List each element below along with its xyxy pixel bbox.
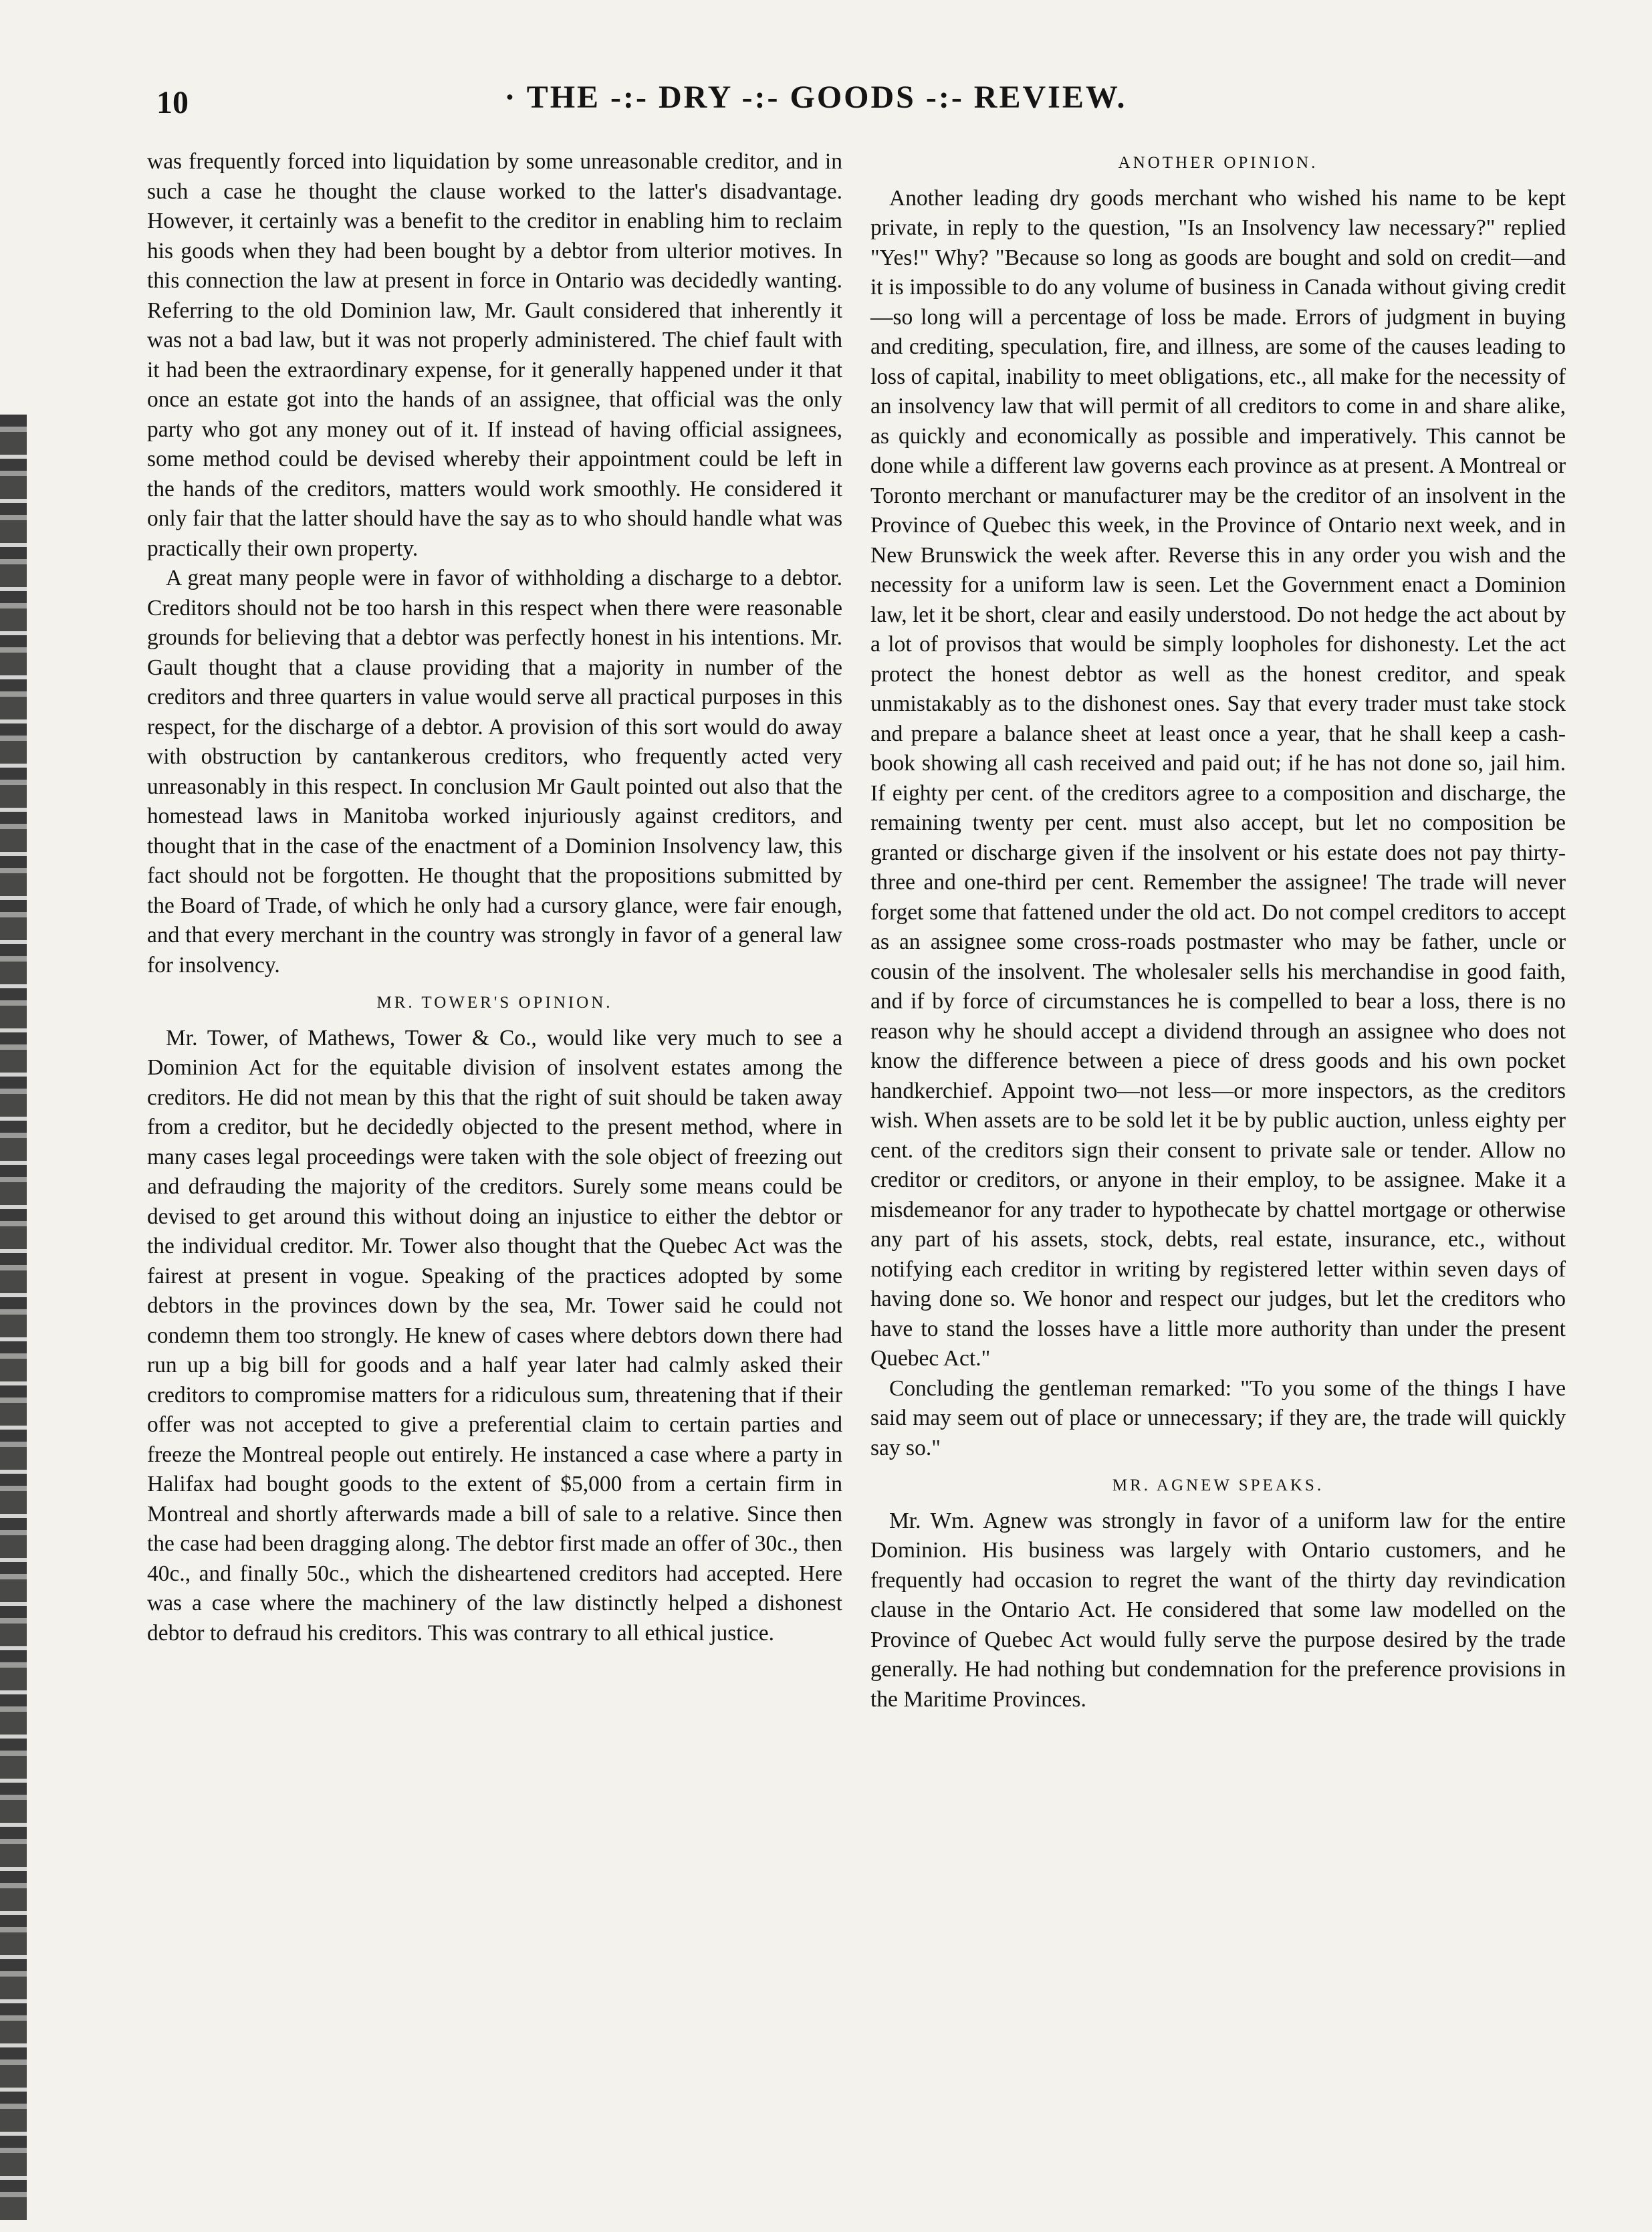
right-column — [870, 147, 1566, 1714]
page-number: 10 — [156, 85, 189, 120]
running-title: · THE -:- DRY -:- GOODS -:- REVIEW. — [504, 80, 1127, 115]
section-heading-agnew: MR. AGNEW SPEAKS. — [1112, 1476, 1324, 1494]
right-paragraph-concluding: Concluding the gentleman remarked: "To you some of the things I have said may seem out of place or unnecessary; if they are, the trade will quickly say so." — [870, 1375, 1566, 1460]
section-heading-another-opinion: ANOTHER OPINION. — [1118, 154, 1318, 172]
section-heading-tower: MR. TOWER'S OPINION. — [376, 994, 613, 1012]
left-paragraph-gault-continued: was frequently forced into liquidation by some unreasonable creditor, and in such a case he thought the clause worked to the latter's disadvantage. However, it certainly was a benefit to the creditor in enabling him to reclaim his goods when they had been bought by a debtor from ulterior motives. In this connection the law at present in force in Ontario was decidedly wanting. Referring to the old Dominion law, Mr. Gault considered that inherently it was not a bad law, but it was not properly administered. The chief fault with it had been the extraordinary expense, for it generally happened under it that once an estate got into the hands of an assignee, that official was the only party who got any money out of it. If instead of having official assignees, some method could be devised whereby their appointment could be left in the hands of the creditors, matters would work smoothly. He considered it only fair that the latter should have the say as to who should handle what was practically their own property. — [147, 149, 842, 561]
scanned-page-edge — [0, 415, 27, 2220]
right-paragraph-another-opinion: Another leading dry goods merchant who wished his name to be kept private, in reply to the question, "Is an Insolvency law necessary?" replied "Yes!" Why? "Because so long as goods are bought and sold on credit—and it is impossible to do any volume of business in Canada without giving credit—so long will a percentage of loss be made. Errors of judgment in buying and crediting, speculation, fire, and illness, are some of the causes leading to loss of capital, inability to meet obligations, etc., all make for the necessity of an insolvency law that will permit of all creditors to come in and share alike, as quickly and economically as possible and imperatively. This cannot be done while a different law governs each province as at present. A Montreal or Toronto merchant or manufacturer may be the creditor of an insolvent in the Province of Quebec this week, in the Province of Ontario next week, and in New Brunswick the week after. Reverse this in any order you wish and the necessity for a uniform law is seen. Let the Government enact a Dominion law, let it be short, clear and easily understood. Do not hedge the act about by a lot of provisos that would be simply loopholes for dishonesty. Let the act protect the honest debtor as well as the honest creditor, and speak unmistakably as to the dishonest ones. Say that every trader must take stock and prepare a balance sheet at least once a year, that he shall keep a cash-book showing all cash received and paid out; if he has not done so, jail him. If eighty per cent. of the creditors agree to a composition and discharge, the remaining twenty per cent. must also accept, but let no composition be granted or discharge given if the insolvent or his estate does not pay thirty-three and one-third per cent. Remember the assignee! The trade will never forget some that fattened under the old act. Do not compel creditors to accept as an assignee some cross-roads postmaster who may be father, uncle or cousin of the insolvent. The wholesaler sells his merchandise in good faith, and if by force of circumstances he is compelled to bear a loss, there is no reason why he should accept a dividend through an assignee who does not know the difference between a piece of dress goods and his own pocket handkerchief. Appoint two—not less—or more inspectors, as the creditors wish. When assets are to be sold let it be by public auction, unless eighty per cent. of the creditors sign their consent to private sale or tender. Allow no creditor or creditors, or anyone in their employ, to be assignee. Make it a misdemeanor for any trader to hypothecate by chattel mortgage or otherwise any part of his assets, stock, debts, real estate, insurance, etc., without notifying each creditor in writing by registered letter within seven days of having done so. We honor and respect our judges, but let the creditors who have to stand the losses have a little more authority than under the present Quebec Act." — [870, 185, 1566, 1371]
left-column — [147, 147, 842, 1648]
left-paragraph-discharge: A great many people were in favor of withholding a discharge to a debtor. Creditors should not be too harsh in this respect when there were reasonable grounds for believing that a debtor was perfectly honest in his intentions. Mr. Gault thought that a clause providing that a majority in number of the creditors and three quarters in value would serve all practical purposes in this respect, for the discharge of a debtor. A provision of this sort would do away with obstruction by cantankerous creditors, who frequently acted very unreasonably in this respect. In conclusion Mr Gault pointed out also that the homestead laws in Manitoba worked injuriously against creditors, and thought that in the case of the enactment of a Dominion Insolvency law, this fact should not be forgotten. He thought that the propositions submitted by the Board of Trade, of which he only had a cursory glance, were fair enough, and that every merchant in the country was strongly in favor of a general law for insolvency. — [147, 566, 842, 978]
left-paragraph-tower: Mr. Tower, of Mathews, Tower & Co., would like very much to see a Dominion Act for the equitable division of insolvent estates among the creditors. He did not mean by this that the right of suit should be taken away from a creditor, but he decidedly objected to the present method, where in many cases legal proceedings were taken with the sole object of freezing out and defrauding the majority of the creditors. Surely some means could be devised to get around this without doing an injustice to either the debtor or the individual creditor. Mr. Tower also thought that the Quebec Act was the fairest at present in vogue. Speaking of the practices adopted by some debtors in the provinces down by the sea, Mr. Tower said he could not condemn them too strongly. He knew of cases where debtors down there had run up a big bill for goods and a half year later had calmly asked their creditors to compromise matters for a ridiculous sum, threatening that if their offer was not accepted to give a preferential claim to certain parties and freeze the Montreal people out entirely. He instanced a case where a party in Halifax had bought goods to the extent of $5,000 from a certain firm in Montreal and shortly afterwards made a bill of sale to a relative. Since then the case had been dragging along. The debtor first made an offer of 30c., then 40c., and finally 50c., which the disheartened creditors had accepted. Here was a case where the machinery of the law distinctly helped a dishonest debtor to defraud his creditors. This was contrary to all ethical justice. — [147, 1025, 842, 1646]
right-paragraph-agnew: Mr. Wm. Agnew was strongly in favor of a uniform law for the entire Dominion. His business was largely with Ontario customers, and he frequently had occasion to regret the want of the thirty day revindication clause in the Ontario Act. He considered that some law modelled on the Province of Quebec Act would fully serve the purpose desired by the trade generally. He had nothing but condemnation for the preference provisions in the Maritime Provinces. — [870, 1508, 1566, 1712]
